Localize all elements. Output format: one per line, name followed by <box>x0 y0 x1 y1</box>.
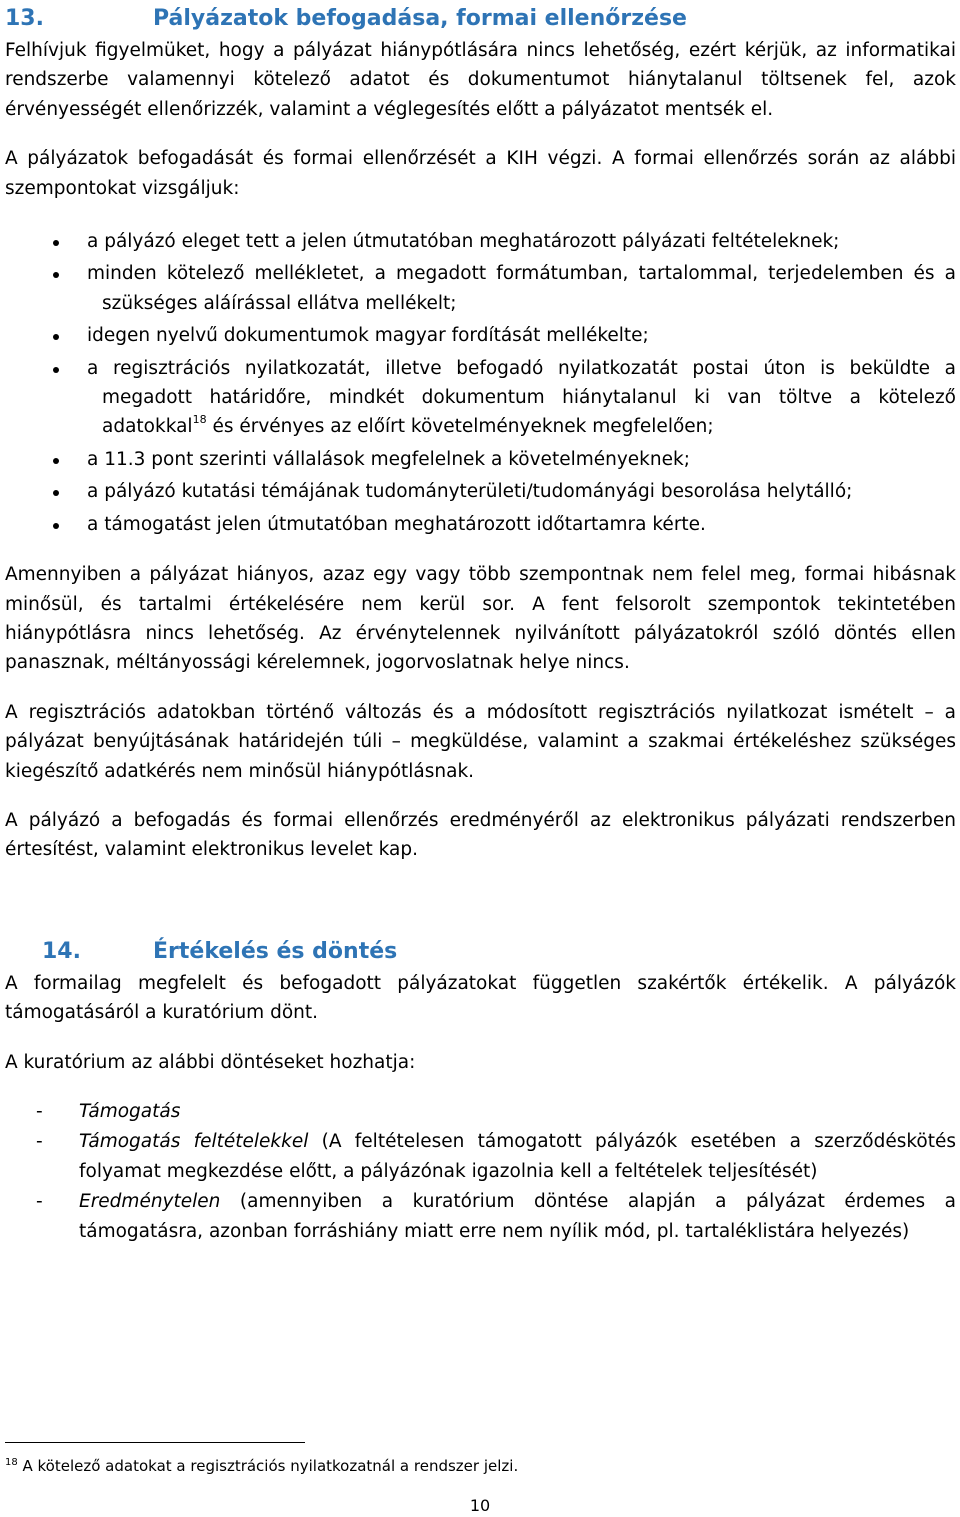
decision-term: Támogatás feltételekkel <box>79 1131 309 1153</box>
dash-marker: - <box>36 1131 43 1153</box>
bullet-icon <box>53 240 59 246</box>
dash-marker: - <box>36 1100 43 1122</box>
list-item: a pályázó kutatási témájának tudományterületi/tudományági besorolása helytálló; <box>5 477 956 506</box>
decision-term: Támogatás <box>79 1100 181 1122</box>
document-page <box>5 0 956 1247</box>
section-13-para-2: A pályázatok befogadását és formai ellenőrzését a KIH végzi. A formai ellenőrzés során az alábbi szempontokat vizsgáljuk: <box>5 148 956 199</box>
page-number: 10 <box>469 1496 491 1515</box>
footnote-text: A kötelező adatokat a regisztrációs nyilatkozatnál a rendszer jelzi. <box>17 1457 519 1475</box>
list-item: a pályázó eleget tett a jelen útmutatóban meghatározott pályázati feltételeknek; <box>5 227 956 256</box>
bullet-icon <box>53 272 59 278</box>
section-13-heading <box>5 2 956 36</box>
decision-term: Eredménytelen <box>79 1191 221 1213</box>
list-item: - Eredménytelen (amennyiben a kuratórium döntése alapján a pályázat érdemes a támogatásra, azonban forráshiány miatt erre nem nyílik mód, pl. tartaléklistára helyezés) <box>5 1187 956 1246</box>
footnote <box>5 1456 518 1476</box>
section-13-para-4: A regisztrációs adatokban történő változás és a módosított regisztrációs nyilatkozat ismételt – a pályázat benyújtásának határidején túli – megküldése, valamint a szakmai értékeléshez szükséges kiegészítő adatkérés nem minősül hiánypótlásnak. <box>5 701 956 782</box>
footnote-number: 18 <box>5 1457 18 1468</box>
list-item: a támogatást jelen útmutatóban meghatározott időtartamra kérte. <box>5 510 956 539</box>
list-item: idegen nyelvű dokumentumok magyar fordítását mellékelte; <box>5 321 956 350</box>
section-14-number: 14. <box>42 938 81 964</box>
section-14-heading <box>5 935 956 969</box>
dash-marker: - <box>36 1191 43 1213</box>
list-item <box>5 1097 956 1126</box>
criteria-list <box>5 227 956 539</box>
section-14-para-1: A formailag megfelelt és befogadott pályázatokat független szakértők értékelik. A pályázók támogatásáról a kuratórium dönt. <box>5 972 956 1024</box>
section-13-para-3: Amennyiben a pályázat hiányos, azaz egy vagy több szempontnak nem felel meg, formai hibásnak minősül, és tartalmi értékelésére nem kerül sor. A fent felsorolt szempontok tekintetében hiánypótlásra nincs lehetőség. Az érvénytelennek nyilvánított pályázatokról szóló döntés ellen panasznak, méltányossági kérelemnek, jogorvoslatnak helye nincs. <box>5 564 956 674</box>
bullet-icon <box>53 490 59 496</box>
list-item: minden kötelező mellékletet, a megadott formátumban, tartalommal, terjedelemben és a szükséges aláírással ellátva mellékelt; <box>5 259 956 318</box>
section-13-title: Pályázatok befogadása, formai ellenőrzése <box>153 6 687 31</box>
list-item: - Támogatás feltételekkel (A feltételesen támogatott pályázók esetében a szerződéskötés folyamat megkezdése előtt, a pályázónak igazolnia kell a feltételek teljesítését) <box>5 1127 956 1186</box>
section-13-number: 13. <box>5 6 44 31</box>
footnote-ref[interactable]: 18 <box>192 413 207 427</box>
section-13-para-1: Felhívjuk figyelmüket, hogy a pályázat hiánypótlására nincs lehetőség, ezért kérjük, az informatikai rendszerbe valamennyi kötelező adatot és dokumentumot hiánytalanul töltsenek fel, azok érvényességét ellenőrizzék, valamint a véglegesítés előtt a pályázatot mentsék el. <box>5 40 956 120</box>
bullet-icon <box>53 523 59 529</box>
list-item: a regisztrációs nyilatkozatát, illetve befogadó nyilatkozatát postai úton is beküldte a megadott határidőre, mindkét dokumentum hiánytalanul ki van töltve a kötelező adatokkal$^{18}$ és érvényes az előírt követelményeknek megfelelően; <box>5 354 956 442</box>
list-item: a 11.3 pont szerinti vállalások megfelelnek a követelményeknek; <box>5 445 956 474</box>
footnote-separator <box>5 1442 305 1443</box>
section-14-para-2: A kuratórium az alábbi döntéseket hozhatja: <box>5 1051 416 1073</box>
section-14-title: Értékelés és döntés <box>153 938 398 964</box>
decision-list <box>5 1097 956 1246</box>
bullet-icon <box>53 367 59 373</box>
section-13-para-5: A pályázó a befogadás és formai ellenőrzés eredményéről az elektronikus pályázati rendszerben értesítést, valamint elektronikus levelet kap. <box>5 809 956 861</box>
bullet-icon <box>53 334 59 340</box>
bullet-icon <box>53 458 59 464</box>
